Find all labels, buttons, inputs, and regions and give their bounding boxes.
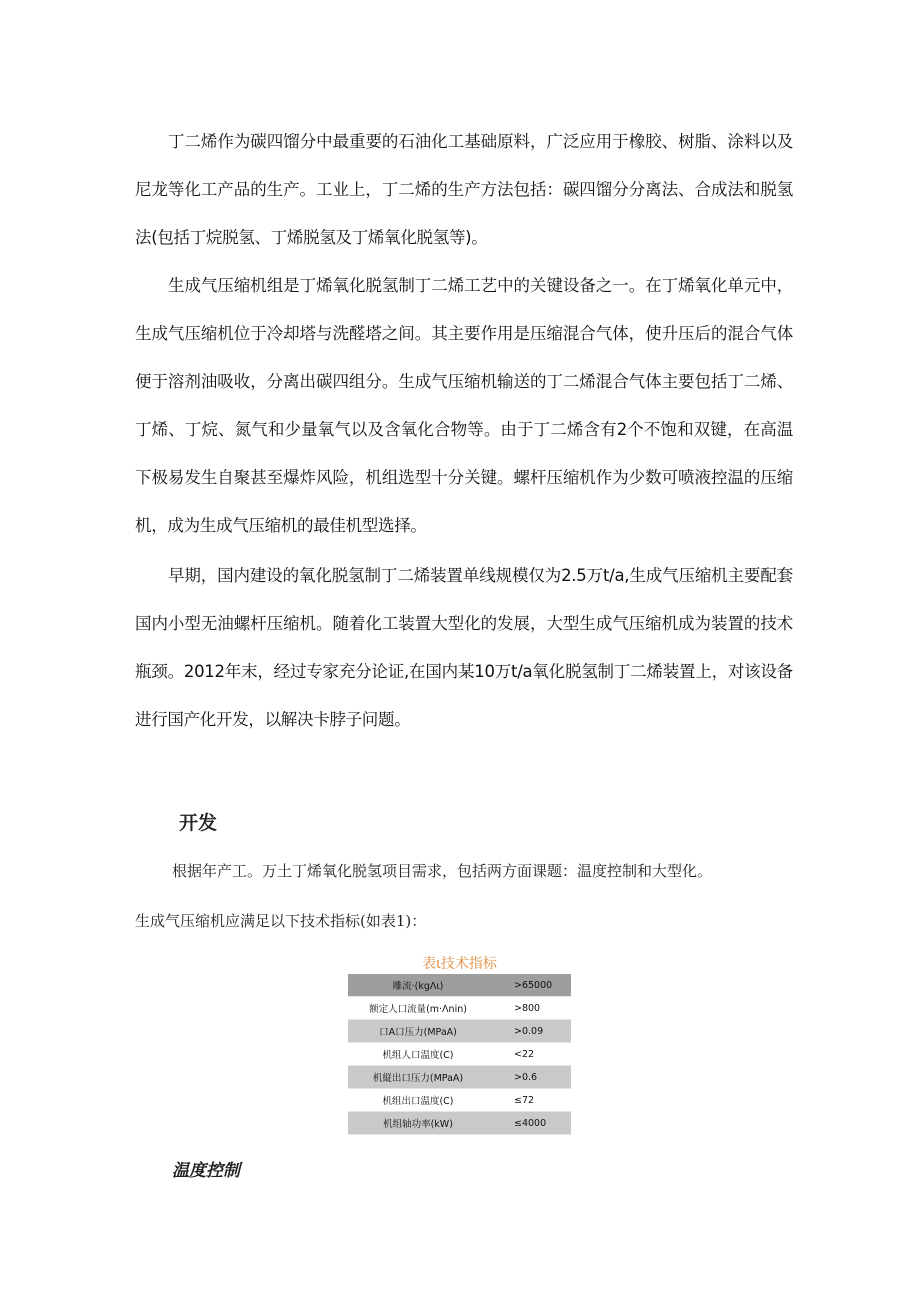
- param-cell: 机组轴功率(kW): [348, 1112, 488, 1135]
- value-cell: >0.6: [488, 1066, 571, 1089]
- compressor-paragraph: 生成气压缩机组是丁烯氧化脱氢制丁二烯工艺中的关键设备之一。在丁烯氧化单元中，生成气压缩机位于冷却塔与洗醛塔之间。其主要作用是压缩混合气体，使升压后的混合气体便于溶剂油吸收，分离出碳四组分。生成气压缩机输送的丁二烯混合气体主要包括丁二烯、丁烯、丁烷、氮气和少量氧气以及含氧化合物等。由于丁二烯含有2个不饱和双键，在高温下极易发生自聚甚至爆炸风险，机组选型十分关键。螺杆压缩机作为少数可喷液控温的压缩机，成为生成气压缩机的最佳机型选择。: [135, 276, 793, 535]
- table-row: [348, 1089, 571, 1112]
- table-row: [348, 1020, 571, 1043]
- value-cell: ≤4000: [488, 1112, 571, 1135]
- value-cell: ≤72: [488, 1089, 571, 1112]
- param-cell: 机组人口温度(C): [348, 1043, 488, 1066]
- indicators-line: 生成气压缩机应满足以下技术指标(如表1)：: [135, 912, 427, 930]
- param-cell: 雕流·(kgΛι): [348, 974, 488, 997]
- section-heading: 开发: [179, 812, 218, 834]
- param-cell: 机縦出口压力(MPaA): [348, 1066, 488, 1089]
- value-cell: >800: [488, 997, 571, 1020]
- value-cell: <22: [488, 1043, 571, 1066]
- param-cell: 机组出口温度(C): [348, 1089, 488, 1112]
- table-caption: 表ι技术指标: [422, 956, 497, 972]
- table-row: [348, 997, 571, 1020]
- value-cell: >65000: [488, 974, 571, 997]
- spec-table: [348, 974, 571, 1135]
- temperature-control-subheading: 温度控制: [172, 1161, 240, 1181]
- table-row: [348, 1066, 571, 1089]
- param-cell: 额定人口流量(m·Λnin): [348, 997, 488, 1020]
- table-row: [348, 1112, 571, 1135]
- table-row: [348, 974, 571, 997]
- demand-line: 根据年产工。万土丁烯氧化脱氢项目需求，包括两方面课题：温度控制和大型化。: [172, 862, 713, 880]
- value-cell: >0.09: [488, 1020, 571, 1043]
- param-cell: 口A口压力(MPaA): [348, 1020, 488, 1043]
- intro-paragraph: 丁二烯作为碳四馏分中最重要的石油化工基础原料，广泛应用于橡胶、树脂、涂料以及尼龙等化工产品的生产。工业上，丁二烯的生产方法包括：碳四馏分分离法、合成法和脱氢法(包括丁烷脱氢、丁烯脱氢及丁烯氧化脱氢等)。: [135, 132, 793, 247]
- history-paragraph: 早期，国内建设的氧化脱氢制丁二烯装置单线规模仅为2.5万t/a,生成气压缩机主要配套国内小型无油螺杆压缩机。随着化工装置大型化的发展，大型生成气压缩机成为装置的技术瓶颈。2012年末，经过专家充分论证,在国内某10万t/a氧化脱氢制丁二烯装置上，对该设备进行国产化开发，以解决卡脖子问题。: [135, 566, 793, 729]
- table-row: [348, 1043, 571, 1066]
